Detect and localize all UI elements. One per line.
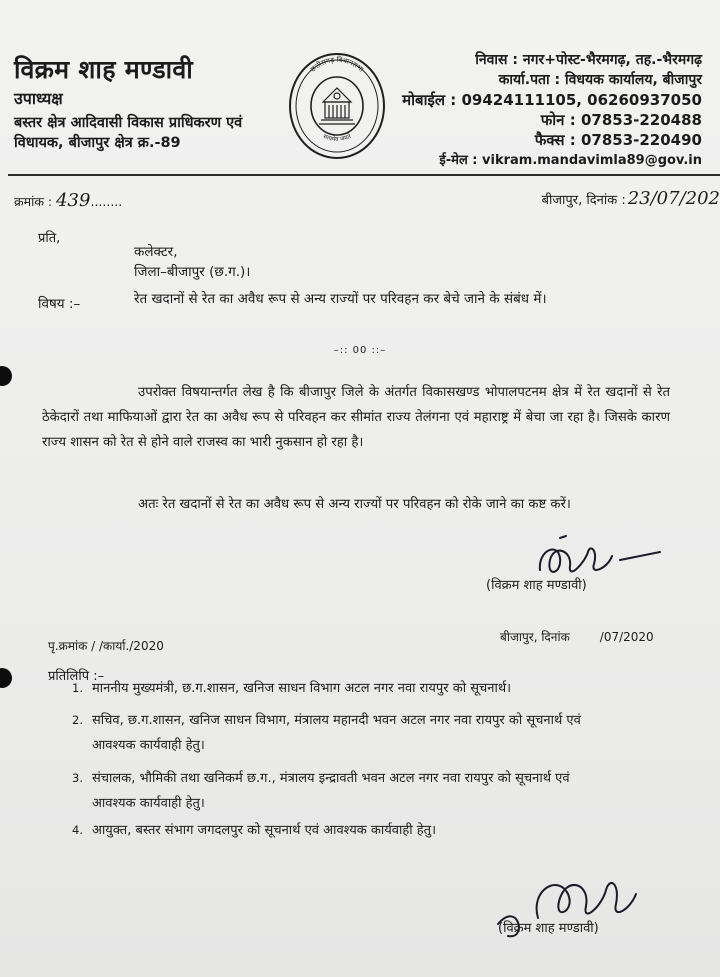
endorsement-place: बीजापुर, दिनांक [500, 630, 570, 644]
endorsement-place-date [500, 628, 654, 645]
sender-name: विक्रम शाह मण्डावी [14, 55, 194, 84]
copy-item-number: 4. [72, 823, 83, 837]
mobile-numbers: मोबाईल : 09424111105, 06260937050 [402, 91, 702, 109]
copy-item-text: आयुक्त, बस्तर संभाग जगदलपुर को सूचनार्थ एवं आवश्यक कार्यवाही हेतु। [92, 823, 436, 838]
copy-item-continuation: आवश्यक कार्यवाही हेतु। [92, 796, 205, 811]
copy-item-text: माननीय मुख्यमंत्री, छ.ग.शासन, खनिज साधन विभाग अटल नगर नवा रायपुर को सूचनार्थ। [92, 681, 512, 696]
office-address: कार्या.पता : विधयक कार्यालय, बीजापुर [498, 72, 702, 88]
reference-label: क्रमांक : [14, 194, 53, 209]
sender-authority: बस्तर क्षेत्र आदिवासी विकास प्राधिकरण एवं [14, 115, 243, 131]
reference-number [14, 190, 122, 211]
reference-dots: ........ [90, 194, 123, 209]
svg-text:सत्यमेव जयते: सत्यमेव जयते [321, 132, 353, 144]
copy-item-number: 2. [72, 713, 83, 727]
email-address: ई-मेल : vikram.mandavimla89@gov.in [439, 153, 702, 168]
copy-item-continuation: आवश्यक कार्यवाही हेतु। [92, 738, 205, 753]
subject-text: रेत खदानों से रेत का अवैध रूप से अन्य राज्यों पर परिवहन कर बेचे जाने के संबंध में। [134, 291, 547, 307]
endorsement-date: /07/2020 [599, 630, 654, 644]
signatory-name-2: (विक्रम शाह मण्डावी) [498, 921, 599, 936]
to-label: प्रति, [38, 231, 61, 246]
copy-item-text: सचिव, छ.ग.शासन, खनिज साधन विभाग, मंत्रालय महानदी भवन अटल नगर नवा रायपुर को सूचनार्थ एवं [92, 713, 581, 728]
fax-number: फैक्स : 07853-220490 [534, 131, 702, 149]
copy-item [72, 708, 672, 758]
header-divider [8, 174, 720, 176]
copy-item [72, 766, 672, 816]
punch-hole-top [0, 366, 12, 386]
copy-item-number: 1. [72, 681, 83, 695]
sender-constituency: विधायक, बीजापुर क्षेत्र क्र.-89 [14, 135, 181, 151]
date-handwritten: 23/07/202 [627, 188, 720, 209]
body-paragraph-2: अतः रेत खदानों से रेत का अवैध रूप से अन्य राज्यों पर परिवहन को रोके जाने का कष्ट करें। [138, 497, 571, 512]
copy-to-label: प्रतिलिपि :– [48, 669, 105, 684]
assembly-seal-logo [287, 50, 387, 162]
endorsement-reference: पृ.क्रमांक / /कार्या./2020 [48, 639, 164, 653]
sender-designation: उपाध्यक्ष [14, 89, 63, 108]
recipient-line-2: जिला–बीजापुर (छ.ग.)। [134, 264, 251, 280]
copy-item-number: 3. [72, 771, 83, 785]
recipient-line-1: कलेक्टर, [134, 244, 178, 260]
place-date [542, 188, 720, 209]
body-paragraph-1: उपरोक्त विषयान्तर्गत लेख है कि बीजापुर जिले के अंतर्गत विकासखण्ड भोपालपटनम क्षेत्र में रेत खदानों से रेत ठेकेदारों तथा माफियाओं द्वारा रेत का अवैध रूप से परिवहन कर सीमांत राज्य तेलंगना एवं महाराष्ट्र में बेचा जा रहा है। जिसके कारण राज्य शासन को रेत से होने वाले राजस्व का भारी नुकसान हो रहा है। [42, 385, 670, 450]
reference-handwritten: 439 [56, 190, 91, 211]
copy-item [72, 818, 672, 843]
residence-address: निवास : नगर+पोस्ट-भैरमगढ़, तह.-भैरमगढ़ [475, 52, 702, 68]
copy-item-text: संचालक, भौमिकी तथा खनिकर्म छ.ग., मंत्रालय इन्द्रावती भवन अटल नगर नवा रायपुर को सूचनार्थ एवं [92, 771, 570, 786]
svg-text:छत्तीसगढ़ विधानसभा: छत्तीसगढ़ विधानसभा [308, 55, 366, 74]
subject-label: विषय :– [38, 296, 81, 312]
phone-number: फोन : 07853-220488 [540, 111, 702, 129]
copy-item [72, 676, 672, 701]
signature-2 [478, 860, 678, 950]
place-date-label: बीजापुर, दिनांक : [541, 193, 626, 208]
signatory-name-1: (विक्रम शाह मण्डावी) [486, 578, 587, 593]
divider-mark: –:: 00 ::– [333, 345, 387, 356]
punch-hole-bottom [0, 668, 12, 688]
